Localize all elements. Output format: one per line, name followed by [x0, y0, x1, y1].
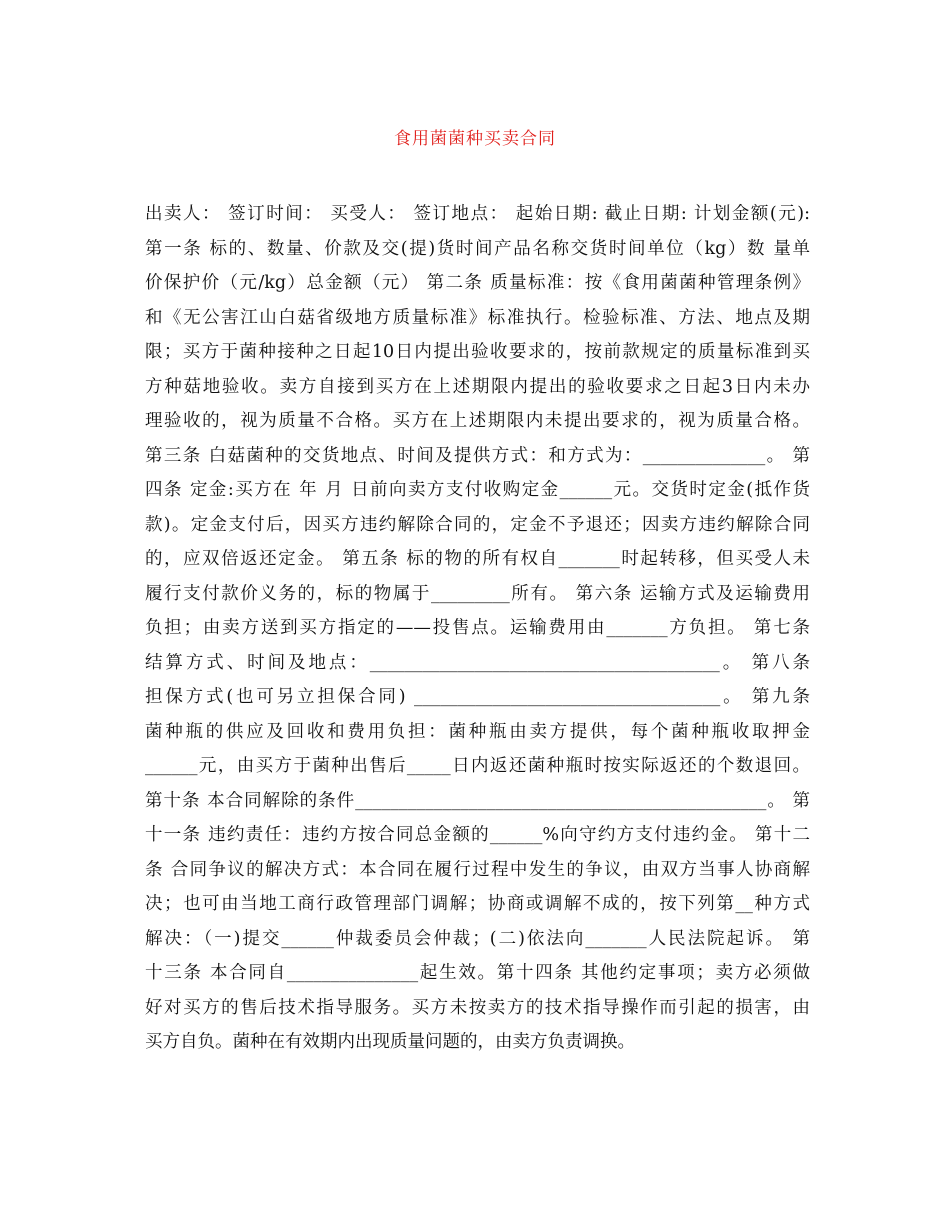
body-line: 决；也可由当地工商行政管理部门调解；协商或调解不成的，按下列第__种方式	[145, 894, 810, 914]
body-line: 菌种瓶的供应及回收和费用负担：菌种瓶由卖方提供，每个菌种瓶收取押金	[145, 721, 810, 742]
body-line: 理验收的，视为质量不合格。买方在上述期限内未提出要求的，视为质量合格。	[145, 411, 810, 431]
body-line: 限；买方于菌种接种之日起10日内提出验收要求的，按前款规定的质量标准到买	[145, 342, 810, 362]
body-line: 好对买方的售后技术指导服务。买方未按卖方的技术指导操作而引起的损害，由	[145, 997, 810, 1018]
body-line: 第一条 标的、数量、价款及交(提)货时间产品名称交货时间单位（kg）数 量单	[145, 238, 810, 259]
contract-body	[145, 197, 810, 1060]
body-line: 和《无公害江山白菇省级地方质量标准》标准执行。检验标准、方法、地点及期	[145, 307, 810, 328]
body-line: 十三条 本合同自_______________起生效。第十四条 其他约定事项；卖方必须做	[145, 963, 810, 983]
body-line: 方种菇地验收。卖方自接到买方在上述期限内提出的验收要求之日起3日内未办	[145, 376, 810, 397]
body-line: 履行支付款价义务的，标的物属于_________所有。 第六条 运输方式及运输费用	[145, 583, 810, 604]
document-title: 食用菌菌种买卖合同	[394, 129, 556, 149]
body-line: 买方自负。菌种在有效期内出现质量问题的，由卖方负责调换。	[145, 1032, 635, 1052]
body-line: 条 合同争议的解决方式：本合同在履行过程中发生的争议，由双方当事人协商解	[145, 859, 810, 880]
body-line: 十一条 违约责任：违约方按合同总金额的______%向守约方支付违约金。 第十二	[145, 825, 810, 845]
body-line: 出卖人： 签订时间： 买受人： 签订地点： 起始日期: 截止日期: 计划金额(元):	[145, 204, 810, 224]
body-line: 四条 定金:买方在 年 月 日前向卖方支付收购定金______元。交货时定金(抵作货	[145, 480, 810, 500]
body-line: 的，应双倍返还定金。 第五条 标的物的所有权自_______时起转移，但买受人未	[145, 549, 810, 569]
body-line: 负担；由卖方送到买方指定的——投售点。运输费用由_______方负担。 第七条	[145, 618, 810, 638]
body-line: 担保方式(也可另立担保合同) ___________________________________。 第九条	[145, 687, 810, 707]
body-line: ______元，由买方于菌种出售后_____日内返还菌种瓶时按实际返还的个数退回。	[145, 756, 810, 776]
body-line: 款)。定金支付后，因买方违约解除合同的，定金不予退还；因卖方违约解除合同	[145, 514, 810, 535]
body-line: 第三条 白菇菌种的交货地点、时间及提供方式：和方式为：______________。 第	[145, 445, 810, 466]
body-line: 第十条 本合同解除的条件_______________________________________________。 第	[145, 790, 810, 811]
body-line: 结算方式、时间及地点：________________________________________。 第八条	[145, 652, 810, 673]
body-line: 价保护价（元/kg）总金额（元） 第二条 质量标准：按《食用菌菌种管理条例》	[145, 273, 810, 293]
body-line: 解决：（一)提交______仲裁委员会仲裁；(二)依法向_______人民法院起诉。 第	[145, 928, 810, 949]
